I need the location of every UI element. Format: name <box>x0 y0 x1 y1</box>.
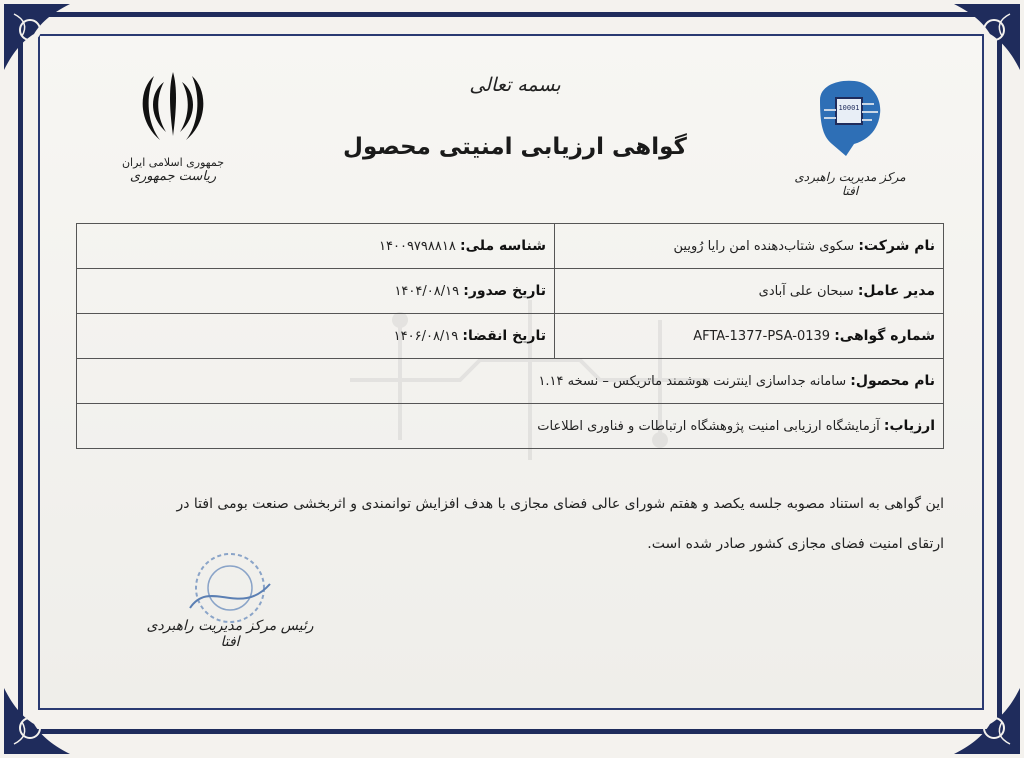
iran-emblem-icon <box>136 66 210 146</box>
emblem-left-block <box>118 66 228 184</box>
afta-logo-caption: مرکز مدیریت راهبردی افتا <box>794 170 906 198</box>
table-row <box>77 224 944 269</box>
national-id-cell <box>77 224 555 269</box>
body-line-2: ارتقای امنیت فضای مجازی کشور صادر شده است. <box>647 536 944 552</box>
cert-no-value: AFTA-1377-PSA-0139 <box>693 329 831 344</box>
afta-logo-icon <box>802 70 898 160</box>
body-line-1: این گواهی به استناد مصوبه جلسه یکصد و هفتم شورای عالی فضای مجازی با هدف افزایش توانمندی و اثربخشی صنعت بومی افتا در <box>176 496 944 512</box>
ornament-corner-bottom-left <box>0 678 80 758</box>
ornament-corner-top-left <box>0 0 80 80</box>
evaluator-label: ارزیاب: <box>883 418 935 434</box>
certificate-info-table <box>76 223 944 449</box>
cert-no-cell <box>555 314 944 359</box>
company-label: نام شرکت: <box>858 238 935 254</box>
bismillah-heading: بسمه تعالی <box>469 74 561 96</box>
table-row <box>77 269 944 314</box>
ceo-label: مدیر عامل: <box>857 283 935 299</box>
product-value: سامانه جداسازی اینترنت هوشمند ماتریکس – نسخه ۱.۱۴ <box>538 374 847 389</box>
ornament-corner-top-right <box>944 0 1024 80</box>
table-row <box>77 404 944 449</box>
ornament-corner-bottom-right <box>944 678 1024 758</box>
table-row <box>77 314 944 359</box>
issue-date-cell <box>77 269 555 314</box>
emblem-caption-presidency: ریاست جمهوری <box>129 169 217 184</box>
issue-date-value: ۱۴۰۴/۰۸/۱۹ <box>394 284 460 299</box>
official-stamp-icon <box>170 548 290 628</box>
product-cell <box>77 359 944 404</box>
expiry-date-label: تاریخ انقضا: <box>462 328 546 344</box>
certificate-title: گواهی ارزیابی امنیتی محصول <box>343 134 687 160</box>
company-value: سکوی شتاب‌دهنده امن رایا رُویین <box>673 239 855 254</box>
product-label: نام محصول: <box>850 373 935 389</box>
national-id-value: ۱۴۰۰۹۷۹۸۸۱۸ <box>379 239 456 254</box>
ceo-value: سبحان علی آبادی <box>758 284 854 299</box>
evaluator-value: آزمایشگاه ارزیابی امنیت پژوهشگاه ارتباطات و فناوری اطلاعات <box>537 419 880 434</box>
afta-logo-block <box>790 70 910 198</box>
signature-caption: رئیس مرکز مدیریت راهبردی افتا <box>146 618 314 650</box>
expiry-date-cell <box>77 314 555 359</box>
emblem-caption-country: جمهوری اسلامی ایران <box>121 156 225 169</box>
expiry-date-value: ۱۴۰۶/۰۸/۱۹ <box>393 329 459 344</box>
national-id-label: شناسه ملی: <box>459 238 546 254</box>
afta-logo-chip-text: 10001 <box>838 104 860 112</box>
ceo-cell <box>555 269 944 314</box>
table-row <box>77 359 944 404</box>
cert-no-label: شماره گواهی: <box>834 328 935 344</box>
evaluator-cell <box>77 404 944 449</box>
company-cell <box>555 224 944 269</box>
signature-block <box>140 548 320 650</box>
issue-date-label: تاریخ صدور: <box>463 283 546 299</box>
